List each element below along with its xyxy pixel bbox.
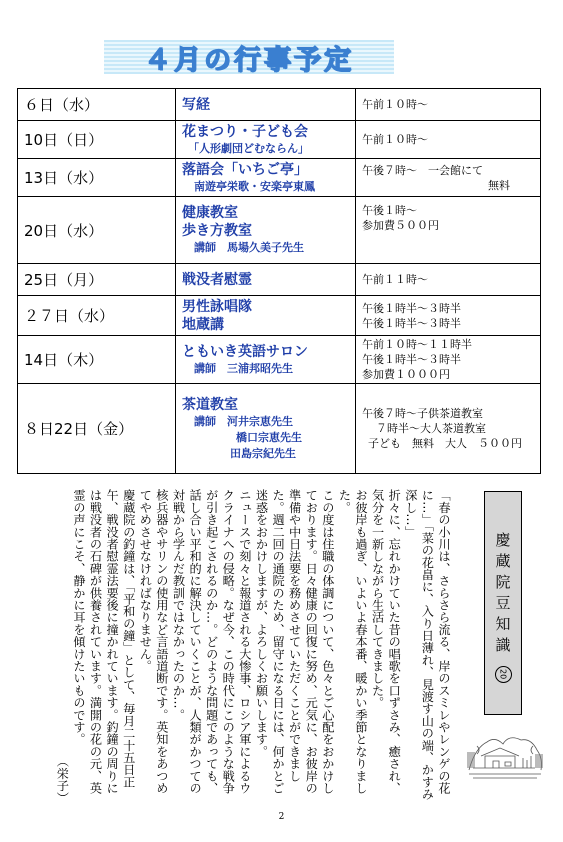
event-detail: 橋口宗恵先生: [236, 430, 302, 444]
page-title: ４月の行事予定: [144, 44, 354, 76]
time-text: 午後１時～: [362, 204, 417, 217]
table-row: [18, 296, 541, 336]
schedule-table: [17, 88, 541, 474]
column-heading-box: [484, 491, 522, 715]
time-text: 午後１時半～３時半: [362, 301, 461, 315]
time-cell: [356, 121, 541, 159]
column-title: 慶蔵院豆知識: [493, 532, 512, 658]
time-cell: [356, 296, 541, 336]
time-cell: [356, 89, 541, 121]
article-paragraph: 「春の小川は、さらさら流る、岸のスミレやレンゲの花に…」「菜の花畠に、入り日薄れ、見渡す山の端、かすみ深し…」: [403, 489, 451, 801]
event-title: 茶道教室: [182, 396, 238, 413]
date-cell: ６日（水）: [18, 89, 176, 121]
event-detail: 南遊亭栄歌・安楽亭東鳳: [194, 179, 315, 193]
article-paragraph: 核兵器やサリンの使用など言語道断です。英知をあつめてやめさせなければなりません。: [138, 489, 169, 794]
event-title: ともいき英語サロン: [182, 343, 308, 360]
article-text: [24, 489, 452, 804]
event-cell: [176, 89, 356, 121]
table-row: [18, 159, 541, 197]
article-paragraph: 折々に、忘れかけていた昔の唱歌を口ずさみ、癒され、気分を一新しながら生活してきました。: [370, 489, 402, 794]
event-detail: 講師 河井宗恵先生: [194, 414, 293, 428]
date-cell: ８日22日（金）: [18, 384, 176, 474]
event-title: 写経: [182, 96, 210, 113]
date-cell: 13日（水）: [18, 159, 176, 197]
event-title: 地蔵講: [182, 316, 224, 333]
date-cell: ２７日（水）: [18, 296, 176, 336]
event-detail: 講師 三浦邦昭先生: [194, 361, 293, 375]
event-title: 歩き方教室: [182, 223, 252, 239]
table-row: [18, 384, 541, 474]
time-text: 午後１時半～３時半: [362, 353, 461, 366]
article-paragraph: この度は住職の体調について、色々とご心配をおかけしております。日々健康の回復に努め、元気に、お彼岸の準備や中日法要を務めさせていただくことができました。週二回の通院のため、留守になる日には、何かとご迷惑をおかけしますが、よろしくお願いします。: [254, 489, 335, 794]
date-cell: 10日（日）: [18, 121, 176, 159]
date-cell: 25日（月）: [18, 264, 176, 296]
time-text: 午前１０時～: [362, 98, 428, 111]
event-title: 健康教室: [182, 205, 238, 221]
article-paragraph: ニュースで刻々と報道される大惨事、ロシア軍によるウクライナへの侵略。なぜ今、この時代にこのような戦争が引き起こされるのか…。どのような問題であっても、話し合い平和的に解決していくことが、人類がかつての対戦から学んだ教訓ではなかったのか…。: [171, 489, 252, 794]
time-text: 午前１０時～１１時半: [362, 338, 472, 351]
time-cell: [356, 197, 541, 264]
page-title-banner: [104, 40, 394, 74]
event-detail: 田島宗紀先生: [230, 446, 296, 460]
column-heading: [493, 532, 514, 714]
event-title: 落語会「いちご亭」: [182, 161, 308, 178]
table-row: [18, 89, 541, 121]
event-cell: [176, 296, 356, 336]
date-cell: 14日（木）: [18, 336, 176, 384]
event-cell: [176, 384, 356, 474]
time-text: ７時半～大人茶道教室: [376, 422, 486, 435]
time-text: 子ども 無料 大人 ５００円: [368, 437, 522, 450]
time-cell: [356, 384, 541, 474]
table-row: [18, 121, 541, 159]
table-row: [18, 336, 541, 384]
event-title: 花まつり・子ども会: [182, 123, 308, 140]
article-author: （栄子）: [55, 755, 70, 804]
time-text: 午後７時～子供茶道教室: [362, 407, 483, 420]
time-text: 午前１１時～: [362, 273, 428, 286]
time-cell: [356, 264, 541, 296]
date-cell: 20日（水）: [18, 197, 176, 264]
time-text: 午前１０時～: [362, 133, 428, 146]
time-text: 参加費５００円: [362, 219, 439, 232]
table-row: [18, 197, 541, 264]
temple-sketch-image: [465, 728, 545, 788]
event-detail: 「人形劇団どむならん」: [188, 141, 309, 155]
event-cell: [176, 197, 356, 264]
event-cell: [176, 264, 356, 296]
event-detail: 講師 馬場久美子先生: [194, 241, 304, 254]
table-row: [18, 264, 541, 296]
article-paragraph: お彼岸も過ぎ、いよいよ春本番、暖かい季節となりました。: [337, 489, 369, 794]
event-title: 戦没者慰霊: [182, 271, 252, 288]
time-text: 午後７時～ 一会館にて: [362, 163, 483, 177]
event-cell: [176, 121, 356, 159]
event-title: 男性詠唱隊: [182, 298, 252, 315]
time-cell: [356, 159, 541, 197]
time-cell: [356, 336, 541, 384]
column-number-badge: 20: [495, 666, 512, 683]
time-text: 午後１時半～３時半: [362, 316, 461, 330]
time-text: 参加費１０００円: [362, 368, 450, 381]
time-note: 無料: [488, 178, 510, 192]
event-cell: [176, 336, 356, 384]
page-number: 2: [278, 812, 285, 822]
event-cell: [176, 159, 356, 197]
article-paragraph: 慶蔵院の釣鐘は、「平和の鐘」として、毎月二十五日正午、戦没者慰霊法要後に撞かれています。釣鐘の周りには戦没者の石碑が供養されています。満開の花の元、英霊の声にこそ、静かに耳を傾けたいものです。: [71, 489, 136, 794]
